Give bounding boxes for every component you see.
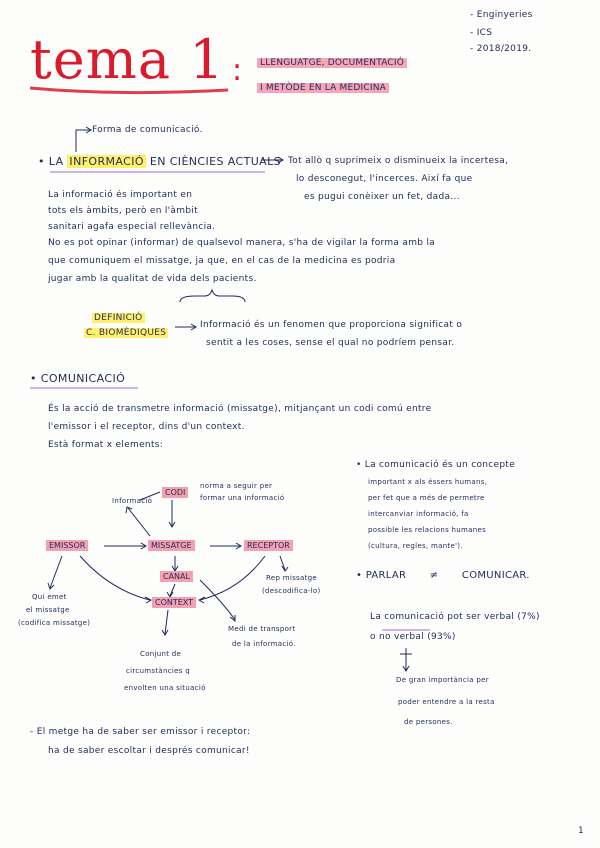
- s2-right-5: possible les relacions humanes: [368, 526, 487, 534]
- subtitle-line2: I METÒDE EN LA MEDICINA: [257, 83, 389, 93]
- verbal-line-1: La comunicació pot ser verbal (7%): [370, 612, 540, 622]
- meta-line-2: - ICS: [470, 28, 493, 38]
- s1-full-2: que comuniquem el missatge, ja que, en el cas de la medicina es podria: [48, 256, 396, 266]
- s2-intro-1: És la acció de transmetre informació (missatge), mitjançant un codi comú entre: [48, 404, 432, 414]
- node-emissor: EMISSOR: [46, 540, 88, 551]
- note-codi-1: norma a seguir per: [200, 482, 273, 490]
- note-emissor-2: el missatge: [26, 606, 70, 614]
- s1-left-1: La informació és important en: [48, 190, 193, 200]
- node-canal: CANAL: [160, 571, 193, 582]
- verbal-note-3: de persones.: [404, 718, 453, 726]
- note-canal-2: de la informació.: [232, 640, 296, 648]
- section1-heading: • LA INFORMACIÓ EN CIÈNCIES ACTUALS: [38, 155, 281, 168]
- node-receptor: RECEPTOR: [244, 540, 293, 551]
- note-context-3: envolten una situació: [124, 684, 206, 692]
- s1-full-3: jugar amb la qualitat de vida dels pacients.: [48, 274, 257, 284]
- section2-heading: • COMUNICACIÓ: [30, 372, 126, 385]
- note-receptor-2: (descodifica-lo): [262, 587, 321, 595]
- note-emissor-3: (codifica missatge): [18, 619, 91, 627]
- bottom-line-2: ha de saber escoltar i després comunicar!: [48, 746, 250, 756]
- parlar-line: • PARLAR ≠ COMUNICAR.: [356, 570, 530, 581]
- note-codi-2: formar una informació: [200, 494, 285, 502]
- s2-intro-2: l'emissor i el receptor, dins d'un context.: [48, 422, 245, 432]
- s2-right-6: (cultura, regles, mante').: [368, 542, 463, 550]
- s1-left-3: sanitari agafa especial rellevància.: [48, 222, 216, 232]
- note-emissor-1: Qui emet: [32, 593, 67, 601]
- node-missatge: MISSATGE: [148, 540, 195, 551]
- s1-left-2: tots els àmbits, però en l'àmbit: [48, 206, 198, 216]
- s1-right-1: Tot allò q suprimeix o disminueix la incertesa,: [288, 156, 509, 166]
- node-codi: CODI: [162, 487, 188, 498]
- def-line-2: sentit a les coses, sense el qual no podríem pensar.: [206, 338, 455, 348]
- verbal-note-1: De gran importància per: [396, 676, 489, 684]
- title-colon: :: [232, 53, 243, 88]
- s1-right-3: es pugui conèixer un fet, dada...: [304, 192, 460, 202]
- s2-right-2: important x als éssers humans,: [368, 478, 488, 486]
- s2-right-1: • La comunicació és un concepte: [356, 460, 516, 470]
- forma-annotation: Forma de comunicació.: [92, 125, 203, 135]
- note-context-1: Conjunt de: [140, 650, 182, 658]
- page-number: 1: [578, 826, 585, 836]
- verbal-line-2: o no verbal (93%): [370, 632, 456, 642]
- s2-right-3: per fet que a més de permetre: [368, 494, 485, 502]
- s2-right-4: intercanviar informació, fa: [368, 510, 469, 518]
- note-canal-1: Medi de transport: [228, 625, 296, 633]
- node-context: CONTEXT: [152, 597, 196, 608]
- meta-line-3: - 2018/2019.: [470, 44, 532, 54]
- note-receptor-1: Rep missatge: [266, 574, 317, 582]
- page-title: tema 1: [30, 28, 225, 91]
- def-line-1: Informació és un fenomen que proporciona significat o: [200, 320, 463, 330]
- def-label-2: C. BIOMÈDIQUES: [86, 328, 167, 338]
- s2-intro-3: Està format x elements:: [48, 440, 164, 450]
- note-informacio: Informació: [112, 497, 153, 505]
- verbal-note-2: poder entendre a la resta: [398, 698, 495, 706]
- meta-line-1: - Enginyeries: [470, 10, 533, 20]
- def-label-1: DEFINICIÓ: [94, 313, 143, 323]
- bottom-line-1: - El metge ha de saber ser emissor i receptor:: [30, 727, 251, 737]
- note-context-2: circumstàncies q: [126, 667, 190, 675]
- s1-right-2: lo desconegut, l'incerces. Així fa que: [296, 174, 473, 184]
- s1-full-1: No es pot opinar (informar) de qualsevol manera, s'ha de vigilar la forma amb la: [48, 238, 436, 248]
- subtitle-line1: LLENGUATGE, DOCUMENTACIÓ: [257, 58, 407, 68]
